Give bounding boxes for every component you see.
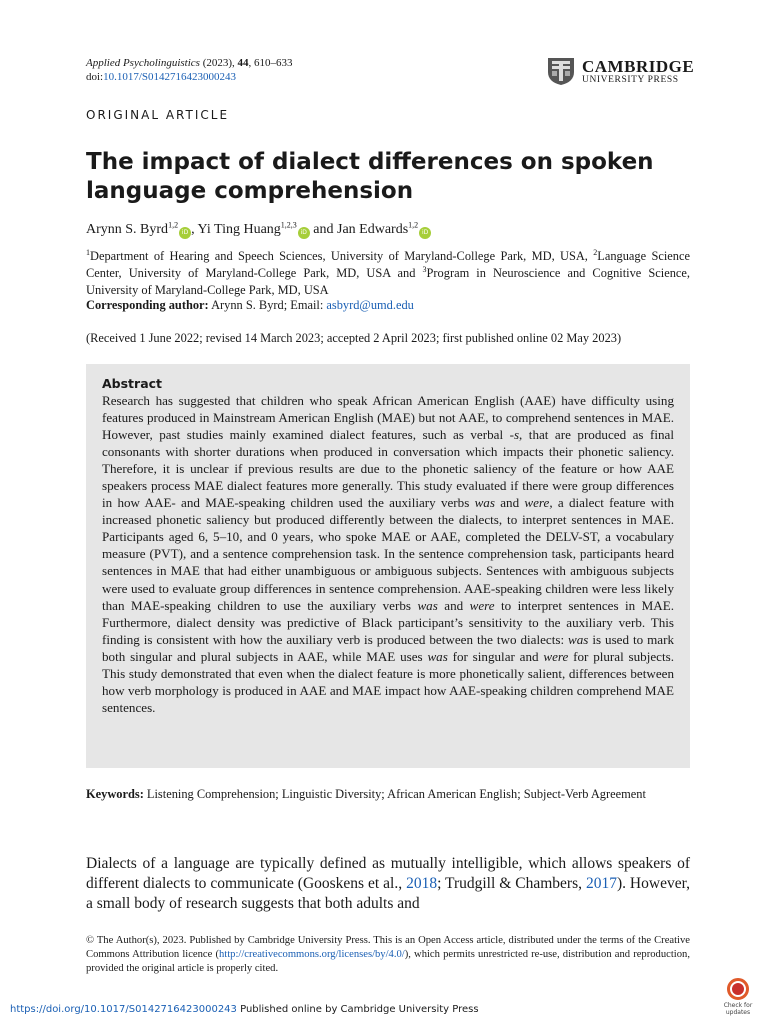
publisher-subname: UNIVERSITY PRESS (582, 75, 679, 85)
abstract-part: a dialect feature with increased phonetic saliency but produced differently between the dialects, to interpret sentences in MAE. Participants aged 6, 5–10, and 0 years, who spoke MAE or AAE, completed the DELV-ST, a vocabulary measure (PVT), and a sentence comprehension task. In the sentence comprehension task, participants heard sentences in MAE that had either unambiguous or ambiguous subjects. Sentences with ambiguous subjects were used to evaluate group differences in sentence comprehension. AAE-speaking children were less likely than MAE-speaking children to use the auxiliary verbs (102, 495, 674, 613)
author-list (86, 220, 431, 240)
publisher-name: CAMBRIDGE (582, 57, 695, 76)
author-separator: and (309, 222, 338, 237)
publisher-logo (546, 56, 696, 88)
abstract-part: Research has suggested that children who speak African American English (AAE) have difficulty using features produced in Mainstream American English (MAE) but not AAE, to comprehend sentences in MAE. However, past studies mainly examined dialect features, such as verbal (102, 393, 674, 443)
author-separator: , (191, 222, 198, 237)
affiliation-3: Program in Neuroscience and Cognitive Science, University of Maryland-College Park, MD, USA (86, 266, 691, 297)
keywords (86, 786, 690, 803)
body-part: Dialects of a language are typically defined as mutually intelligible, which allows speakers of different dialects to communicate (Gooskens et al., (86, 855, 690, 892)
body-part: ). However, a small body of research suggests that both adults and (86, 875, 690, 912)
journal-citation (86, 56, 293, 70)
journal-pages: , 610–633 (248, 57, 293, 69)
copyright-notice (86, 934, 690, 976)
affil-sup: 1 (86, 247, 90, 257)
abstract-part: , that are produced as final consonants with shorter durations when produced in conversation which impacts their phonetic saliency. Therefore, it is unclear if previous results are due to the phonetic saliency of the feature or how AAE speakers process MAE dialect features more generally. This study evaluated if there were group differences in how AAE- and MAE-speaking children used the auxiliary verbs (102, 427, 674, 511)
abstract-part: to interpret sentences in MAE. Furthermore, dialect density was predictive of Black participant’s sensitivity to the auxiliary verb. This finding is consistent with how the auxiliary verb is produced between the two dialects: (102, 597, 674, 647)
doi-prefix: doi: (86, 71, 104, 83)
check-updates-badge[interactable] (716, 978, 760, 1018)
abstract-part: and (437, 597, 470, 613)
abstract-part: is used to mark both singular and plural subjects in AAE, while MAE uses (102, 631, 674, 664)
abstract-em: were, (524, 495, 553, 511)
orcid-icon[interactable]: iD (179, 227, 191, 239)
orcid-icon[interactable]: iD (298, 227, 310, 239)
affiliation-2: Language Science Center, University of Maryland-College Park, MD, USA and (86, 249, 690, 280)
email-link[interactable]: asbyrd@umd.edu (326, 298, 414, 312)
body-paragraph (86, 854, 690, 914)
check-updates-label: Check for updates (723, 1002, 753, 1016)
section-label: ORIGINAL ARTICLE (86, 108, 230, 122)
author-name: Jan Edwards (337, 222, 409, 237)
affil-sup: 3 (422, 264, 427, 274)
abstract-em: were (543, 648, 569, 664)
corresponding-author (86, 297, 414, 314)
orcid-icon[interactable]: iD (419, 227, 431, 239)
abstract-heading: Abstract (102, 376, 163, 391)
copyright-part: ), which permits unrestricted re-use, distribution and reproduction, provided the original article is properly cited. (86, 949, 690, 974)
author-name: Yi Ting Huang (197, 222, 281, 237)
copyright-part: © The Author(s), 2023. Published by Cambridge University Press. This is an Open Access article, distributed under the terms of the Creative Commons Attribution licence ( (86, 935, 690, 960)
abstract-em: -s (509, 427, 520, 443)
keywords-text: Listening Comprehension; Linguistic Diversity; African American English; Subject-Verb Agreement (143, 787, 646, 801)
doi-link[interactable]: 10.1017/S0142716423000243 (103, 71, 237, 83)
affil-sup: 2 (593, 247, 598, 257)
received-dates: (Received 1 June 2022; revised 14 March 2023; accepted 2 April 2023; first published online 02 May 2023) (86, 331, 622, 345)
affiliations (86, 248, 690, 299)
journal-year: (2023), (199, 57, 238, 69)
author-affil-sup: 1,2 (168, 220, 179, 230)
journal-name: Applied Psycholinguistics (86, 57, 200, 69)
abstract-em: were (469, 597, 495, 613)
page-footer (10, 1003, 479, 1016)
corresponding-label: Corresponding author: (86, 298, 209, 312)
abstract-em: was (427, 648, 448, 664)
abstract-text (102, 392, 674, 716)
body-part: ; Trudgill & Chambers, (437, 875, 586, 892)
doi-line (86, 70, 236, 84)
citation-link[interactable]: 2018 (406, 875, 438, 892)
license-link[interactable]: http://creativecommons.org/licenses/by/4.0/ (218, 949, 405, 960)
citation-link[interactable]: 2017 (585, 875, 617, 892)
author-name: Arynn S. Byrd (86, 222, 169, 237)
abstract-em: was (417, 597, 438, 613)
footer-doi-link[interactable]: https://doi.org/10.1017/S0142716423000243 (10, 1004, 237, 1015)
journal-volume: 44 (237, 57, 249, 69)
affiliation-1: Department of Hearing and Speech Sciences, University of Maryland-College Park, MD, USA, (90, 249, 594, 263)
abstract-part: for plural subjects. This study demonstrated that even when the dialect feature is more phonetically salient, differences between how verb morphology is produced in AAE and MAE impact how AAE-speaking children comprehend MAE sentences. (102, 648, 674, 715)
footer-text: Published online by Cambridge University Press (236, 1004, 479, 1015)
author-affil-sup: 1,2 (408, 220, 419, 230)
abstract-em: was (474, 495, 495, 511)
abstract-em: was (568, 631, 589, 647)
abstract-part: and (494, 495, 525, 511)
crest-icon (546, 56, 576, 86)
abstract-box (86, 364, 690, 768)
check-updates-icon-inner (732, 983, 744, 995)
abstract-part: for singular and (447, 648, 544, 664)
keywords-label: Keywords: (86, 787, 144, 801)
article-title: The impact of dialect differences on spoken language comprehension (86, 149, 654, 204)
author-affil-sup: 1,2,3 (280, 220, 297, 230)
corresponding-text: Arynn S. Byrd; Email: (208, 298, 327, 312)
